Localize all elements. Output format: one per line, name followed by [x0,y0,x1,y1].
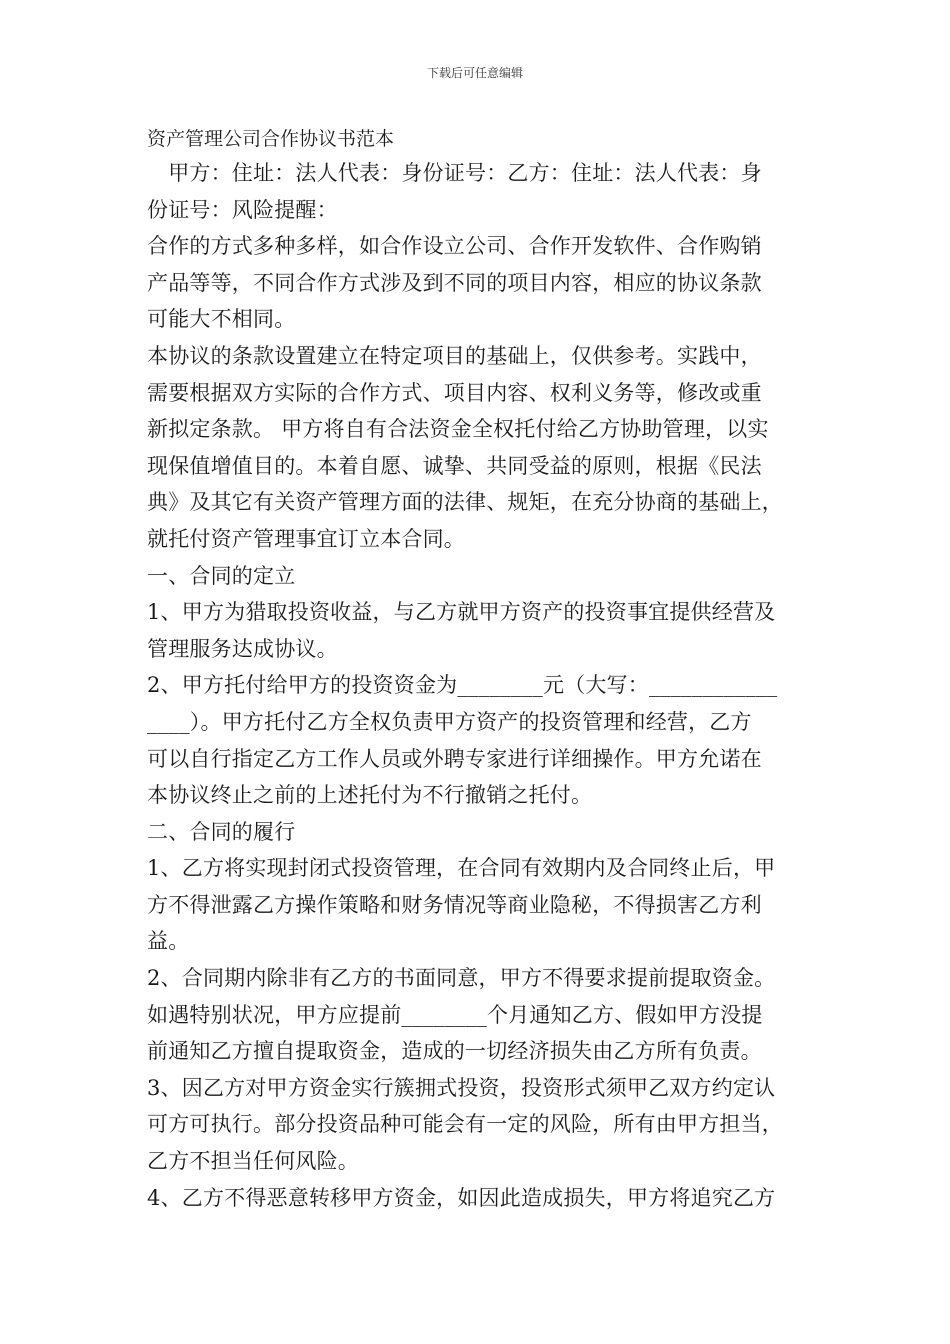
section-heading: 一、合同的定立 [147,563,296,588]
body-line: 1、乙方将实现封闭式投资管理，在合同有效期内及合同终止后，甲 [147,856,776,881]
body-line: 甲方：住址：法人代表：身份证号：乙方：住址：法人代表：身 [147,161,762,185]
body-line: 产品等等，不同合作方式涉及到不同的项目内容，相应的协议条款 [147,270,762,295]
body-line: 新拟定条款。 甲方将自有合法资金全权托付给乙方协助管理，以实 [147,417,769,442]
body-line: 前通知乙方擅自提取资金，造成的一切经济损失由乙方所有负责。 [147,1039,762,1064]
body-line: 乙方不担当任何风险。 [147,1149,359,1174]
body-line: 可以自行指定乙方工作人员或外聘专家进行详细操作。甲方允诺在 [147,746,762,771]
document-title: 资产管理公司合作协议书范本 [147,128,395,150]
header-note: 下载后可任意编辑 [426,66,523,80]
body-line: 可能大不相同。 [147,307,296,332]
body-line: 份证号：风险提醒： [147,197,338,222]
body-line: 3、因乙方对甲方资金实行簇拥式投资，投资形式须甲乙双方约定认 [147,1075,776,1100]
section-heading: 二、合同的履行 [147,819,296,844]
body-line: 如遇特别状况，甲方应提前________个月通知乙方、假如甲方没提 [147,1002,763,1027]
body-line: 可方可执行。部分投资品种可能会有一定的风险，所有由甲方担当， [147,1112,783,1137]
document-body [147,155,827,1216]
body-line: 益。 [147,929,190,954]
body-line: 本协议终止之前的上述托付为不行撤销之托付。 [147,783,593,808]
body-line: ____）。甲方托付乙方全权负责甲方资产的投资管理和经营，乙方 [147,709,752,734]
body-line: 管理服务达成协议。 [147,636,338,661]
body-line: 需要根据双方实际的合作方式、项目内容、权利义务等，修改或重 [147,380,762,405]
body-line: 本协议的条款设置建立在特定项目的基础上，仅供参考。实践中， [147,343,762,368]
body-line: 4、乙方不得恶意转移甲方资金，如因此造成损失，甲方将追究乙方 [147,1185,776,1210]
body-line: 现保值增值目的。本着自愿、诚挚、共同受益的原则，根据《民法 [147,453,762,478]
body-line: 典》及其它有关资产管理方面的法律、规矩，在充分协商的基础上， [147,490,783,515]
body-line: 1、甲方为猎取投资收益，与乙方就甲方资产的投资事宜提供经营及 [147,600,776,625]
body-line: 2、甲方托付给甲方的投资资金为________元（大写：____________ [147,673,778,698]
body-line: 合作的方式多种多样，如合作设立公司、合作开发软件、合作购销 [147,234,762,259]
body-line: 方不得泄露乙方操作策略和财务情况等商业隐秘，不得损害乙方利 [147,892,762,917]
body-line: 2、合同期内除非有乙方的书面同意，甲方不得要求提前提取资金。 [147,966,776,991]
body-line: 就托付资产管理事宜订立本合同。 [147,526,465,551]
